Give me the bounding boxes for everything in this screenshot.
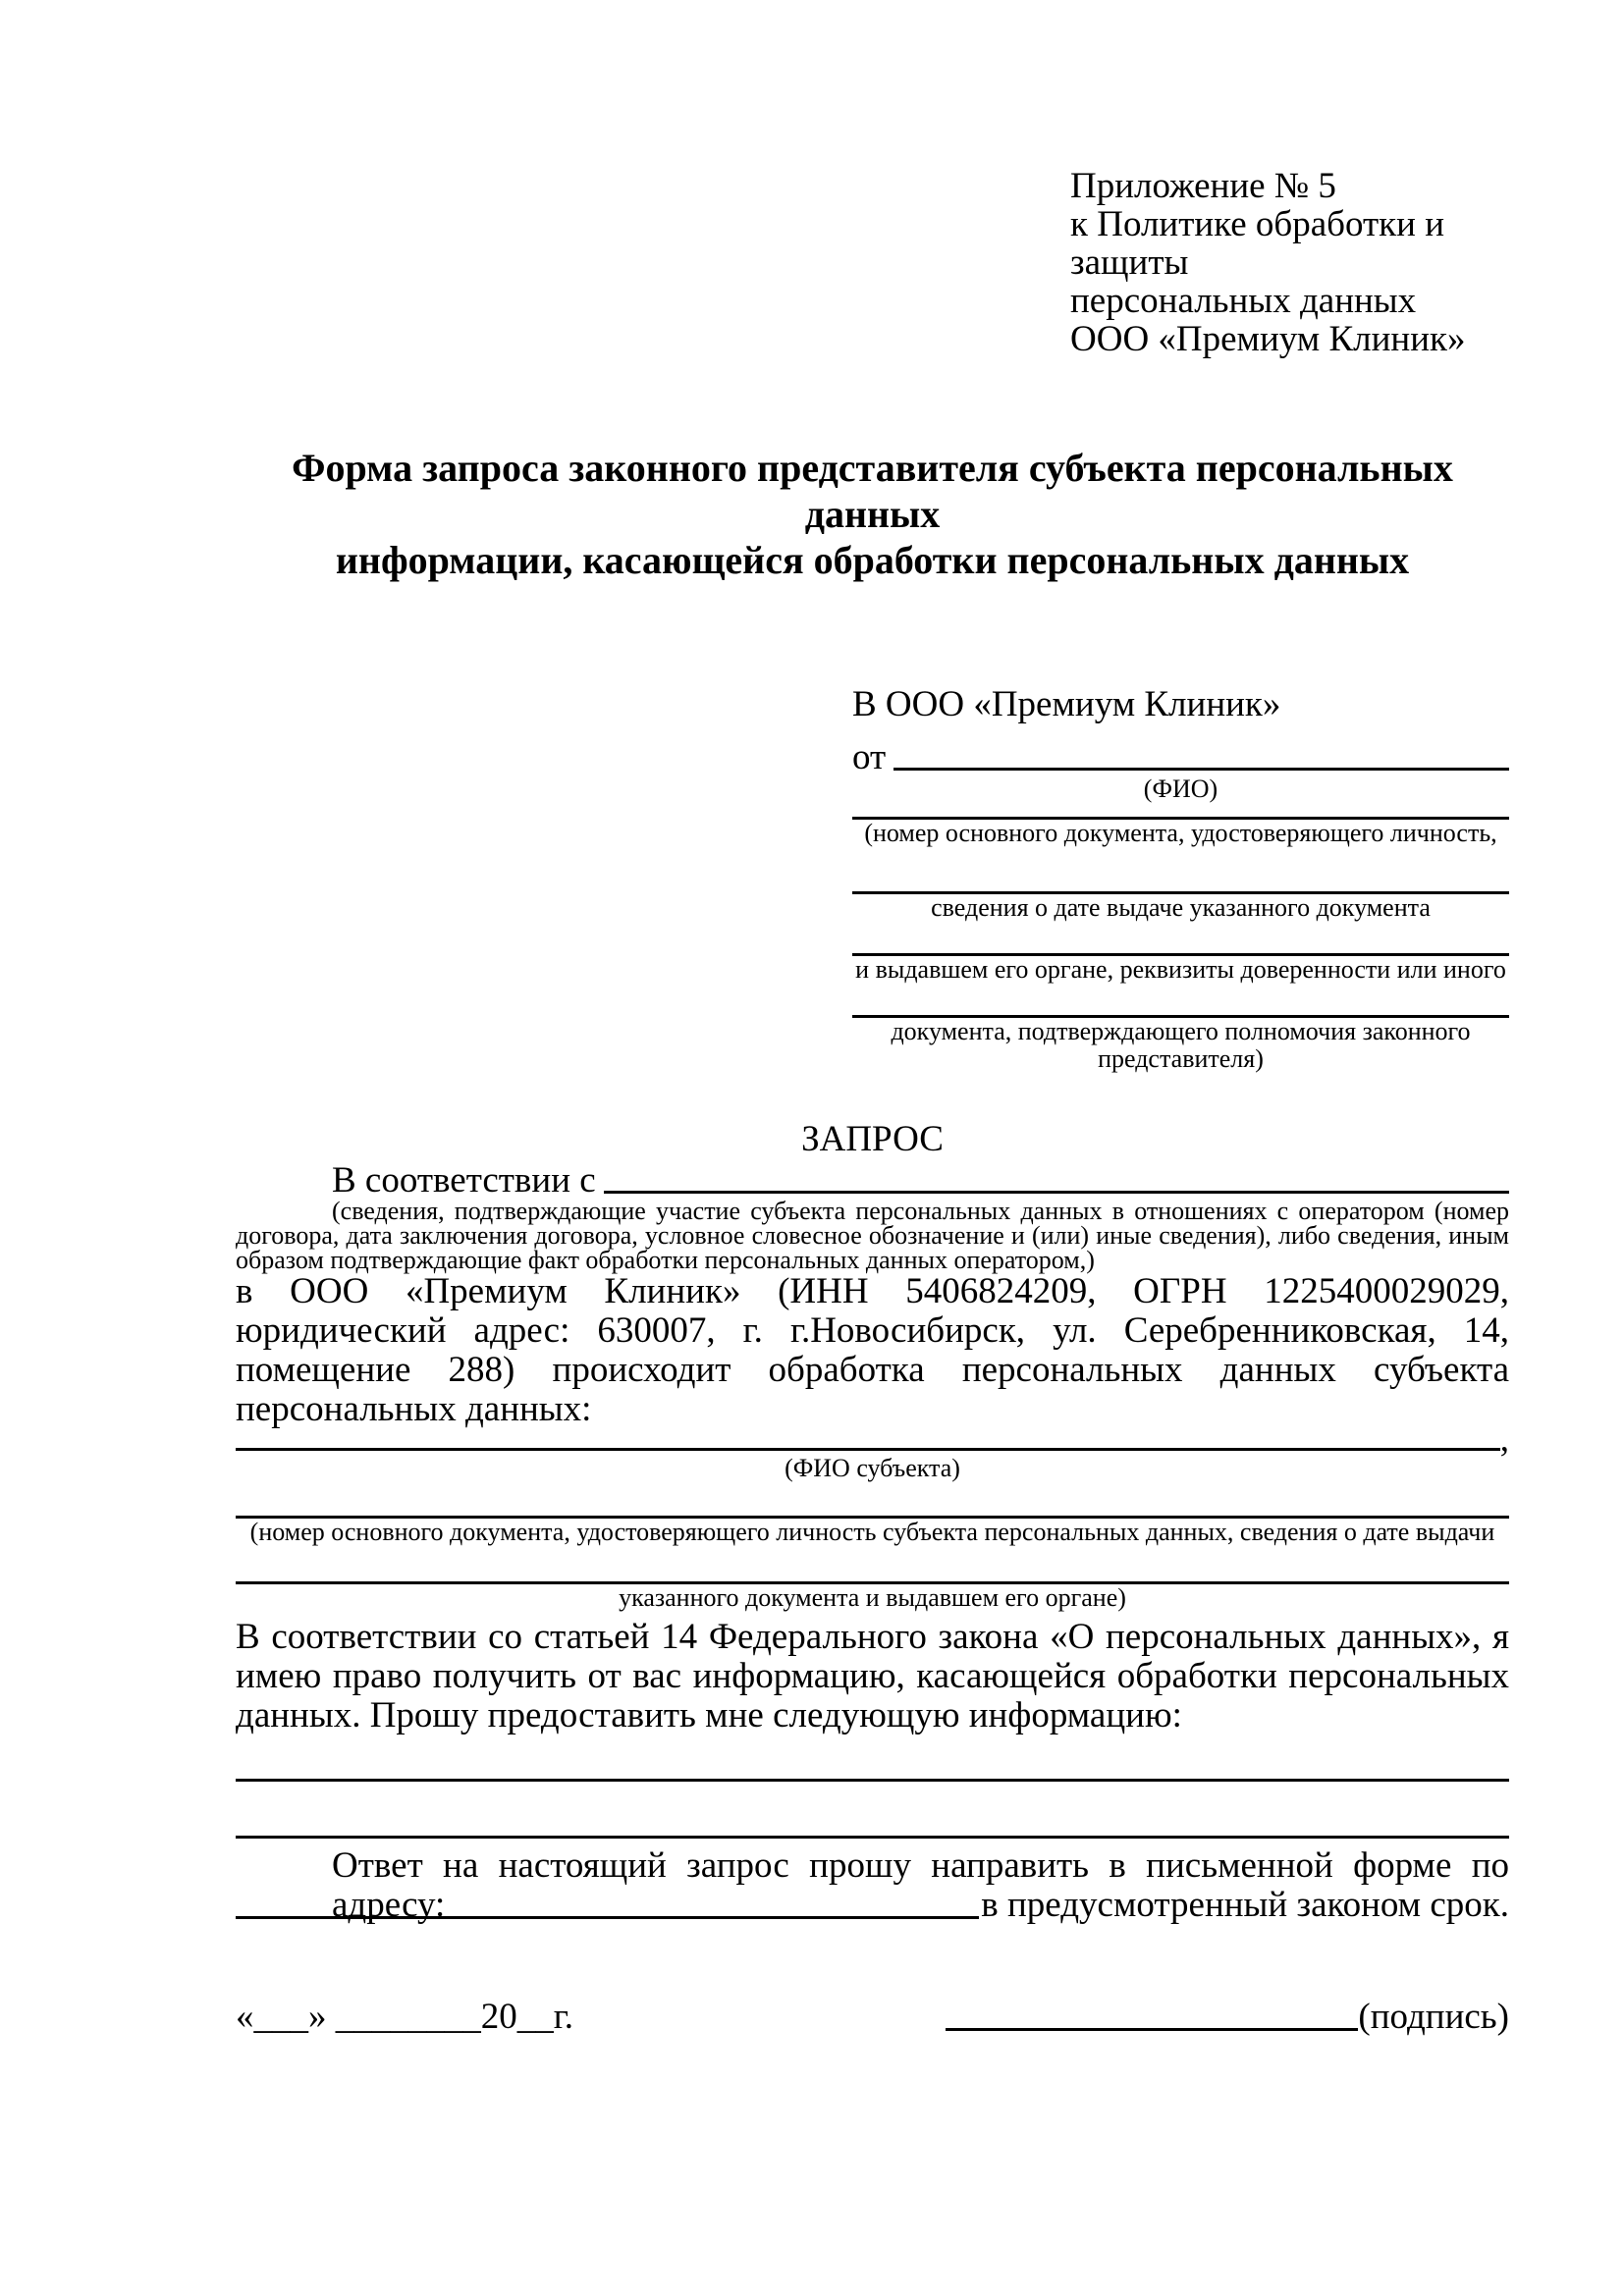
- reply-suffix: в предусмотренный законом срок.: [981, 1885, 1509, 1925]
- subject-comma: ,: [1499, 1419, 1509, 1460]
- document-title: [236, 445, 1509, 583]
- reply-paragraph-line: Ответ на настоящий запрос прошу направить в письменной форме по адресу:: [332, 1845, 1509, 1925]
- subject-fio-field-line: [236, 1448, 1500, 1451]
- subject-doc-caption: (номер основного документа, удостоверяющего личность субъекта персональных данных, сведения о дате выдачи: [249, 1518, 1495, 1546]
- from-field-line: [893, 738, 1509, 771]
- reply-address-field-line: [236, 1886, 979, 1919]
- fio-caption: (ФИО): [1143, 774, 1218, 803]
- intro-row: [236, 1161, 1509, 1199]
- title-line: Форма запроса законного представителя субъекта персональных данных: [292, 446, 1453, 536]
- subject-doc-caption: указанного документа и выдавшем его органе): [619, 1583, 1126, 1612]
- header-right-line: Приложение № 5: [1070, 166, 1336, 206]
- field-caption: сведения о дате выдаче указанного документа: [931, 893, 1431, 922]
- signature-group: [946, 1998, 1509, 2037]
- requested-info-blank-line: [236, 1782, 1509, 1839]
- date-field: «___» ________20__г.: [236, 1997, 574, 2037]
- header-right-line: к Политике обработки и защиты: [1070, 204, 1445, 283]
- signature-caption: (подпись): [1358, 1997, 1509, 2037]
- subject-doc-field-line: [236, 1482, 1509, 1519]
- signature-field-line: [946, 1998, 1358, 2031]
- addressee-to: В ООО «Премиум Клиник»: [852, 684, 1281, 724]
- field-caption: и выдавшем его органе, реквизиты доверенности или иного: [855, 955, 1506, 984]
- subject-doc-field-line: [236, 1546, 1509, 1584]
- representative-doc-field-line: [852, 922, 1509, 956]
- title-line: информации, касающейся обработки персональных данных: [335, 538, 1410, 582]
- addressee-block: [852, 685, 1509, 1073]
- requested-info-blank-line: [236, 1735, 1509, 1782]
- representative-doc-field-line: [852, 984, 1509, 1018]
- law-paragraph: В соответствии со статьей 14 Федерального закона «О персональных данных», я имею право получить от вас информацию, касающейся обработки персональных данных. Прошу предоставить мне следующую информацию:: [236, 1617, 1509, 1735]
- from-row: [852, 738, 1509, 775]
- representative-doc-field-line: [852, 847, 1509, 894]
- header-right-block: [1070, 167, 1509, 358]
- intro-caption: (сведения, подтверждающие участие субъекта персональных данных в отношениях с оператором (номер договора, дата заключения договора, условное словесное обозначение и (или) иные сведения), либо сведения, иным образом подтверждающие факт обработки персональных данных оператором,): [236, 1197, 1509, 1274]
- field-caption: документа, подтверждающего полномочия законного представителя): [891, 1017, 1471, 1073]
- subject-fio-row: [236, 1419, 1509, 1460]
- operator-paragraph: в ООО «Премиум Клиник» (ИНН 5406824209, ОГРН 1225400029029, юридический адрес: 630007, г. г.Новосибирск, ул. Серебренниковская, 14, помещение 288) происходит обработка персональных данных субъекта персональных данных:: [236, 1271, 1509, 1429]
- signature-row: [236, 1998, 1509, 2037]
- header-right-line: ООО «Премиум Клиник»: [1070, 319, 1466, 359]
- subject-fio-caption: (ФИО субъекта): [785, 1454, 960, 1482]
- representative-doc-field-line: [852, 803, 1509, 820]
- header-right-line: персональных данных: [1070, 281, 1417, 321]
- from-label: от: [852, 737, 887, 777]
- field-caption: (номер основного документа, удостоверяющего личность,: [864, 819, 1497, 847]
- request-heading: ЗАПРОС: [801, 1119, 944, 1159]
- intro-field-line: [604, 1161, 1509, 1194]
- intro-label: В соответствии с: [332, 1160, 596, 1201]
